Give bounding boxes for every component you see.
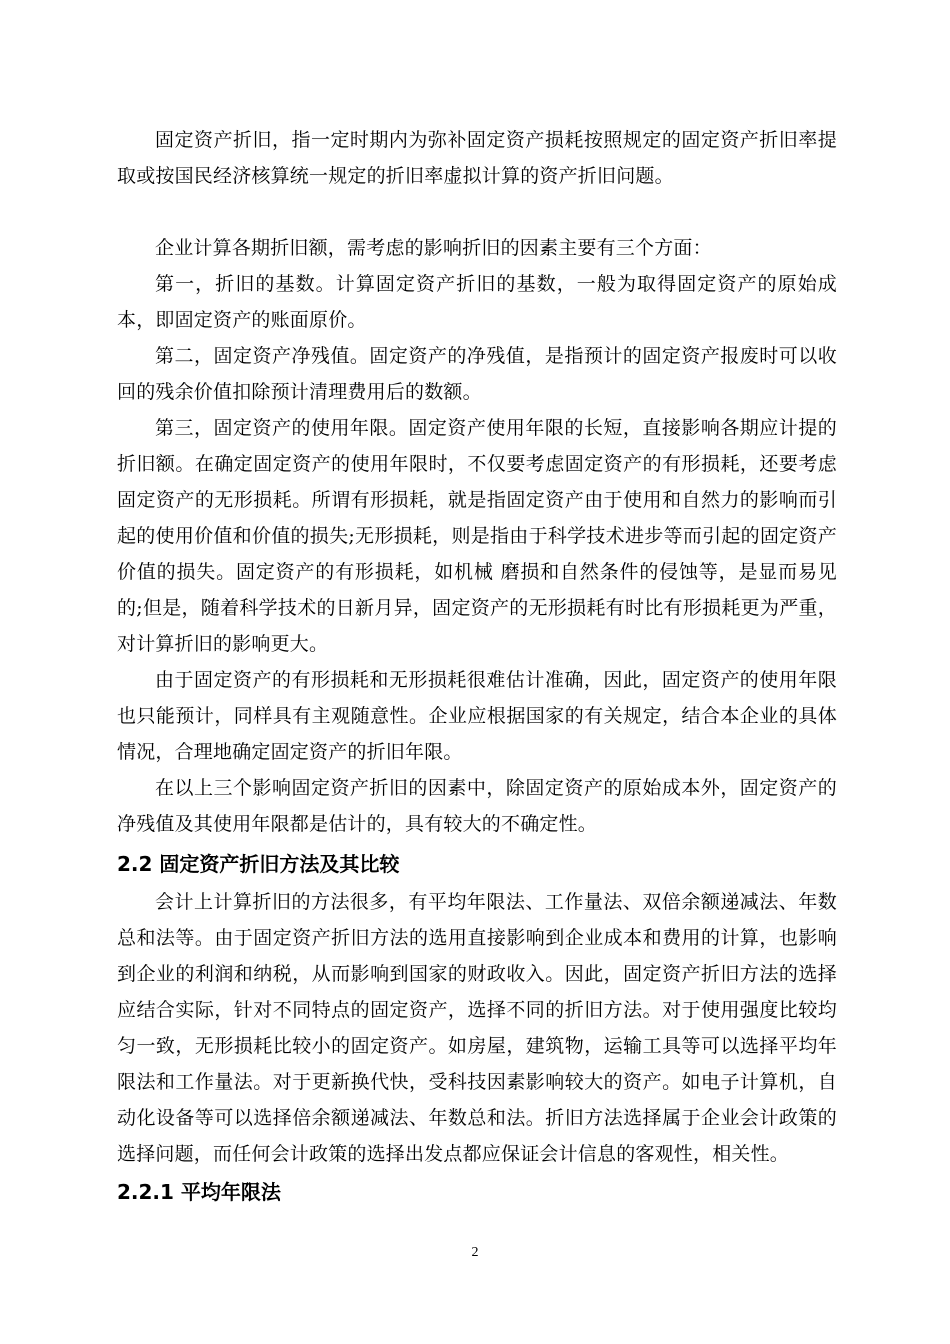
paragraph-methods-comparison: 会计上计算折旧的方法很多，有平均年限法、工作量法、双倍余额递减法、年数总和法等。由于固定资产折旧方法的选用直接影响到企业成本和费用的计算，也影响到企业的利润和纳税，从而影响到国家的财政收入。因此，固定资产折旧方法的选择应结合实际，针对不同特点的固定资产，选择不同的折旧方法。对于使用强度比较均匀一致，无形损耗比较小的固定资产。如房屋，建筑物，运输工具等可以选择平均年限法和工作量法。对于更新换代快，受科技因素影响较大的资产。如电子计算机，自动化设备等可以选择倍余额递减法、年数总和法。折旧方法选择属于企业会计政策的选择问题，而任何会计政策的选择出发点都应保证会计信息的客观性，相关性。: [117, 891, 837, 1165]
section-heading-2-2-1: 2.2.1 平均年限法: [117, 1180, 281, 1204]
page-number: 2: [471, 1245, 479, 1260]
paragraph-factor-residual-value: 第二，固定资产净残值。固定资产的净残值，是指预计的固定资产报废时可以收回的残余价值扣除预计清理费用后的数额。: [117, 345, 837, 403]
paragraph-depreciation-definition: 固定资产折旧，指一定时期内为弥补固定资产损耗按照规定的固定资产折旧率提取或按国民经济核算统一规定的折旧率虚拟计算的资产折旧问题。: [117, 129, 837, 187]
paragraph-useful-life-estimate: 由于固定资产的有形损耗和无形损耗很难估计准确，因此，固定资产的使用年限也只能预计，同样具有主观随意性。企业应根据国家的有关规定，结合本企业的具体情况，合理地确定固定资产的折旧年限。: [117, 669, 837, 763]
paragraph-factor-useful-life: 第三，固定资产的使用年限。固定资产使用年限的长短，直接影响各期应计提的折旧额。在确定固定资产的使用年限时，不仅要考虑固定资产的有形损耗，还要考虑固定资产的无形损耗。所谓有形损耗，就是指固定资产由于使用和自然力的影响而引起的使用价值和价值的损失;无形损耗，则是指由于科学技术进步等而引起的固定资产价值的损失。固定资产的有形损耗，如机械 磨损和自然条件的侵蚀等，是显而易见的;但是，随着科学技术的日新月异，固定资产的无形损耗有时比有形损耗更为严重，对计算折旧的影响更大。: [117, 417, 837, 655]
page-content: [117, 122, 837, 1210]
paragraph-factor-base: 第一，折旧的基数。计算固定资产折旧的基数，一般为取得固定资产的原始成本，即固定资产的账面原价。: [117, 273, 837, 331]
paragraph-spacer: [117, 194, 837, 230]
section-heading-2-2: 2.2 固定资产折旧方法及其比较: [117, 852, 400, 876]
paragraph-factors-intro: 企业计算各期折旧额，需考虑的影响折旧的因素主要有三个方面：: [155, 237, 712, 259]
paragraph-factors-summary: 在以上三个影响固定资产折旧的因素中，除固定资产的原始成本外，固定资产的净残值及其使用年限都是估计的，具有较大的不确定性。: [117, 777, 837, 835]
